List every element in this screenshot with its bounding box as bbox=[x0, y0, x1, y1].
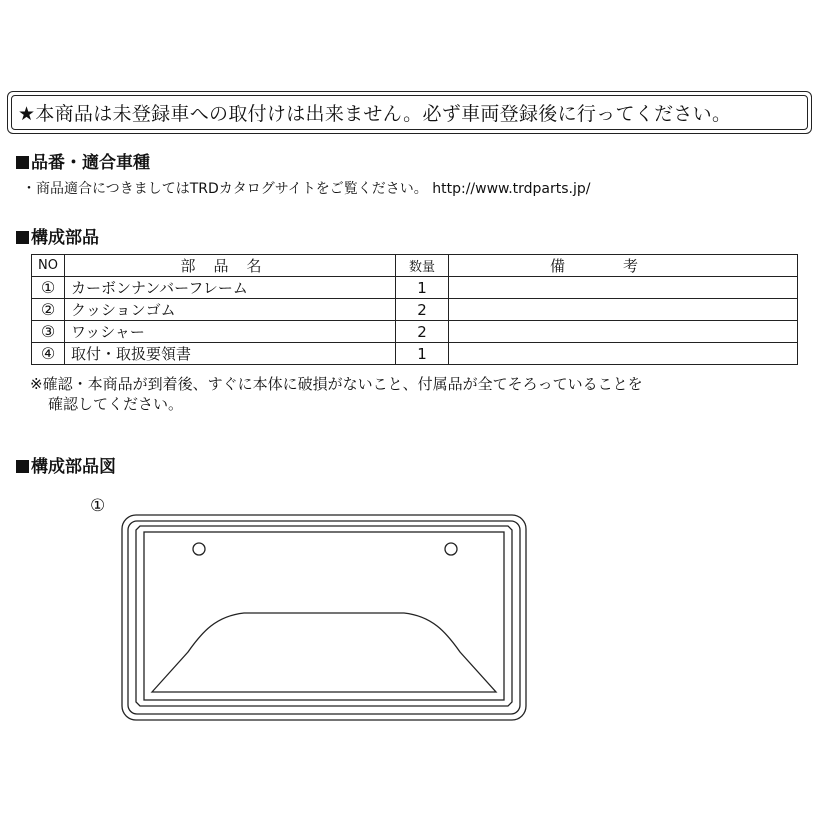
row-qty: 2 bbox=[395, 299, 448, 321]
col-qty: 数量 bbox=[395, 255, 448, 277]
notice-text: ★本商品は未登録車への取付けは出来ません。必ず車両登録後に行ってください。 bbox=[11, 95, 808, 130]
row-remarks bbox=[448, 299, 797, 321]
diagram-title: 構成部品図 bbox=[31, 457, 116, 477]
row-name: ワッシャー bbox=[64, 321, 395, 343]
col-no: NO bbox=[32, 255, 65, 277]
row-qty: 2 bbox=[395, 321, 448, 343]
row-no: ① bbox=[32, 277, 65, 299]
table-row bbox=[32, 343, 798, 365]
fitment-heading bbox=[16, 148, 150, 173]
fitment-note: ・商品適合につきましてはTRDカタログサイトをご覧ください。 http://www.trdparts.jp/ bbox=[22, 181, 591, 197]
figure-label: ① bbox=[90, 496, 106, 516]
frame-opening bbox=[144, 532, 504, 700]
row-qty: 1 bbox=[395, 343, 448, 365]
parts-heading bbox=[16, 223, 99, 248]
table-header-row bbox=[32, 255, 798, 277]
fitment-title: 品番・適合車種 bbox=[31, 153, 150, 173]
row-no: ② bbox=[32, 299, 65, 321]
table-row bbox=[32, 299, 798, 321]
row-name: 取付・取扱要領書 bbox=[64, 343, 395, 365]
col-remarks: 備考 bbox=[448, 255, 797, 277]
square-bullet-icon bbox=[16, 460, 29, 473]
row-remarks bbox=[448, 343, 797, 365]
row-no: ③ bbox=[32, 321, 65, 343]
row-remarks bbox=[448, 277, 797, 299]
parts-table bbox=[31, 254, 798, 365]
row-no: ④ bbox=[32, 343, 65, 365]
table-row bbox=[32, 321, 798, 343]
row-qty: 1 bbox=[395, 277, 448, 299]
frame-outer-edge bbox=[122, 515, 526, 720]
square-bullet-icon bbox=[16, 156, 29, 169]
mount-hole-right bbox=[445, 543, 457, 555]
mount-hole-left bbox=[193, 543, 205, 555]
parts-title: 構成部品 bbox=[31, 228, 99, 248]
row-name: カーボンナンバーフレーム bbox=[64, 277, 395, 299]
confirm-line-2: 確認してください。 bbox=[48, 395, 184, 413]
col-name: 部品名 bbox=[64, 255, 395, 277]
confirm-note bbox=[30, 374, 643, 414]
frame-outer-bevel bbox=[128, 521, 520, 714]
confirm-line-1: ※確認・本商品が到着後、すぐに本体に破損がないこと、付属品が全てそろっていることを bbox=[30, 375, 643, 393]
row-remarks bbox=[448, 321, 797, 343]
license-frame-diagram bbox=[118, 512, 532, 724]
notice-box bbox=[7, 91, 812, 134]
diagram-heading bbox=[16, 452, 116, 477]
square-bullet-icon bbox=[16, 231, 29, 244]
frame-lower-cutout bbox=[152, 613, 496, 692]
row-name: クッションゴム bbox=[64, 299, 395, 321]
table-row bbox=[32, 277, 798, 299]
